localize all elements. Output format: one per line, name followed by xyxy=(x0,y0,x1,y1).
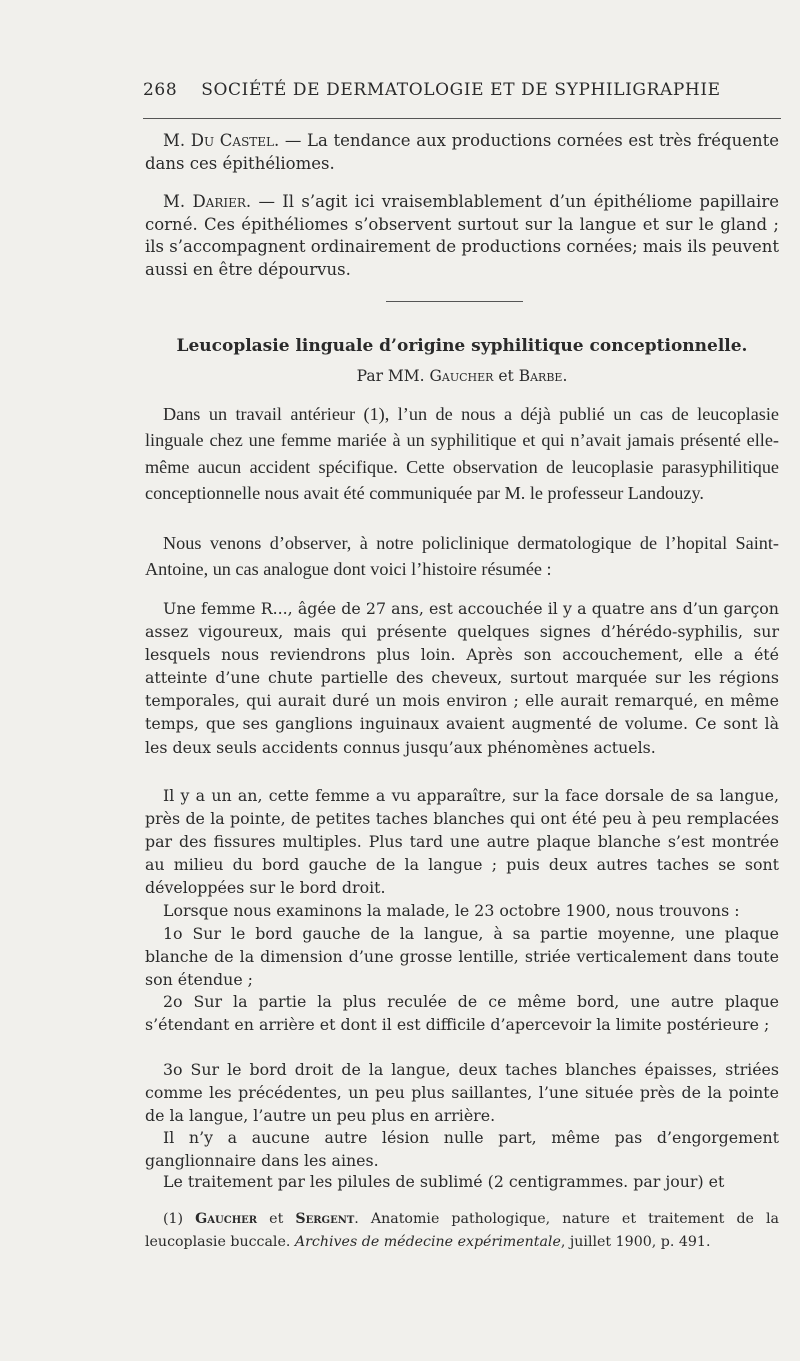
case-paragraph-1: Une femme R..., âgée de 27 ans, est accouchée il y a quatre ans d’un garçon assez vigoureux, mais qui présente quelques signes d’hérédo-syphilis, sur lesquels nous reviendrons plus loin. Après son accouchement, elle a été atteinte d’une chute partielle des cheveux, surtout marquée sur les régions temporales, qui aurait duré un mois environ ; elle aurait remarqué, en même temps, que ses ganglions inguinaux avaient augmenté de volume. Ce sont là les deux seuls accidents connus jusqu’aux phénomènes actuels. xyxy=(145,599,779,757)
running-title: SOCIÉTÉ DE DERMATOLOGIE ET DE SYPHILIGRAPHIE xyxy=(201,80,721,100)
intro-paragraph-2: Nous venons d’observer, à notre policlinique dermatologique de l’hopital Saint-Antoine, un cas analogue dont voici l’histoire résumée : xyxy=(145,533,779,580)
author-barbe: Barbe xyxy=(518,367,563,385)
paragraph-text: — Il s’agit ici vraisemblablement d’un épithéliome papillaire corné. Ces épithéliomes s’observent surtout sur la langue et sur le gland ; ils s’accompagnent ordinairement de productions cornées; mais ils peuvent aussi en être dépourvus. xyxy=(145,192,779,279)
authors-join: et xyxy=(493,367,519,385)
section-divider xyxy=(386,301,523,302)
case-paragraph-6: 3o Sur le bord droit de la langue, deux taches blanches épaisses, striées comme les précédentes, un peu plus saillantes, l’une située près de la pointe de la langue, l’autre un peu plus en arrière. xyxy=(145,1060,779,1126)
footnote-journal: Archives de médecine expérimentale xyxy=(294,1234,561,1250)
discussion-paragraph-darier xyxy=(145,191,779,281)
paragraph-text: — La tendance aux productions cornées est très fréquente dans ces épithéliomes. xyxy=(145,131,779,173)
intro-paragraph-1: Dans un travail antérieur (1), l’un de nous a déjà publié un cas de leucoplasie linguale chez une femme mariée à un syphilitique et qui n’avait jamais présenté elle-même aucun accident spécifique. Cette observation de leucoplasie parasyphilitique conceptionnelle nous avait été communiquée par M. le professeur Landouzy. xyxy=(145,404,779,504)
case-paragraph-2: Il y a un an, cette femme a vu apparaître, sur la face dorsale de sa langue, près de la pointe, de petites taches blanches qui ont été peu à peu remplacées par des fissures multiples. Plus tard une autre plaque blanche s’est montrée au milieu du bord gauche de la langue ; puis deux autres taches se sont développées sur le bord droit. xyxy=(145,786,779,898)
footnote-marker: (1) xyxy=(163,1211,196,1227)
case-paragraph-3: Lorsque nous examinons la malade, le 23 octobre 1900, nous trouvons : xyxy=(163,901,740,920)
authors-end: . xyxy=(562,367,568,385)
footnote xyxy=(145,1208,779,1254)
article-authors xyxy=(145,367,779,385)
footnote-end: , juillet 1900, p. 491. xyxy=(560,1234,711,1250)
article-title: Leucoplasie linguale d’origine syphilitique conceptionnelle. xyxy=(176,336,748,356)
footnote-author-sergent: Sergent xyxy=(295,1211,355,1227)
header-rule xyxy=(143,118,781,119)
footnote-join: et xyxy=(257,1211,296,1227)
case-paragraph-5: 2o Sur la partie la plus reculée de ce même bord, une autre plaque s’étendant en arrière et dont il est difficile d’apercevoir la limite postérieure ; xyxy=(145,992,779,1035)
case-paragraph-8: Le traitement par les pilules de sublimé (2 centigrammes. par jour) et xyxy=(163,1172,725,1191)
author-gaucher: Gaucher xyxy=(429,367,494,385)
authors-prefix: Par MM. xyxy=(356,367,430,385)
footnote-text: . Anatomie pathologique, nature et traitement de la leucoplasie buccale. xyxy=(145,1211,779,1250)
speaker-du-castel: M. Du Castel. xyxy=(163,131,280,150)
running-header xyxy=(143,80,783,100)
speaker-darier: M. Darier. xyxy=(163,192,252,211)
case-paragraph-4: 1o Sur le bord gauche de la langue, à sa partie moyenne, une plaque blanche de la dimension d’une grosse lentille, striée verticalement dans toute son étendue ; xyxy=(145,924,779,990)
discussion-paragraph-du-castel xyxy=(145,130,779,175)
page-number: 268 xyxy=(143,80,178,100)
footnote-author-gaucher: Gaucher xyxy=(195,1211,258,1227)
case-paragraph-7: Il n’y a aucune autre lésion nulle part, même pas d’engorgement ganglionnaire dans les aines. xyxy=(145,1128,779,1171)
